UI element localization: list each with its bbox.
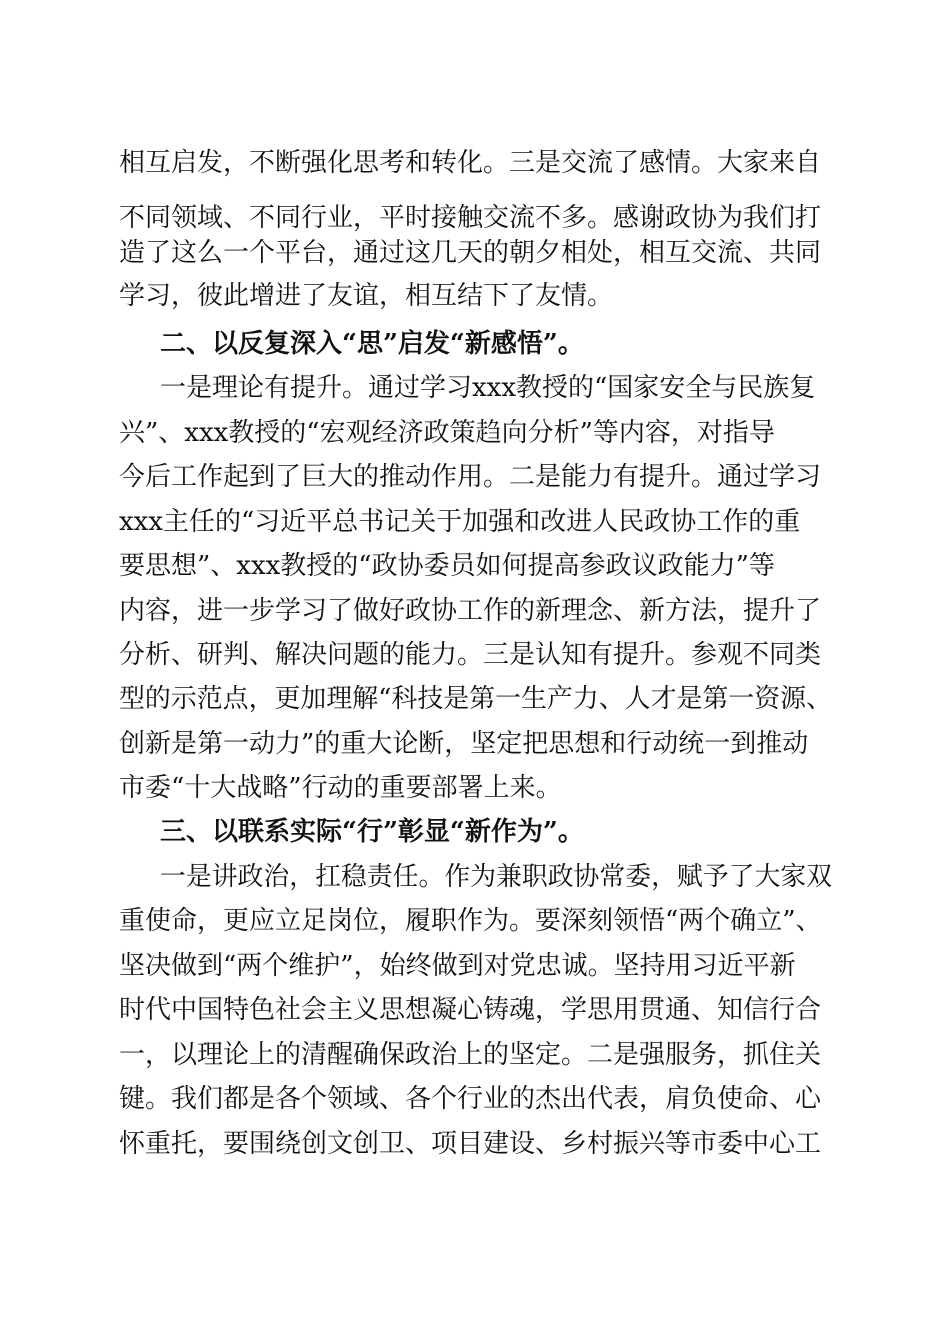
- line-text: 型的示范点，更加理解“科技是第一生产力、人才是第一资源、: [119, 684, 833, 714]
- heading-text: 三、以联系实际“行”彰显“新作为”。: [160, 817, 584, 847]
- text-line: [0, 637, 950, 673]
- line-text: 重使命，更应立足岗位，履职作为。要深刻领悟“两个确立”、: [119, 906, 822, 936]
- text-line: [0, 370, 950, 406]
- line-text: 学习，彼此增进了友谊，相互结下了友情。: [119, 281, 614, 311]
- line-text: 时代中国特色社会主义思想凝心铸魂，学思用贯通、知信行合: [119, 995, 822, 1025]
- line-text: 今后工作起到了巨大的推动作用。二是能力有提升。通过学习: [119, 462, 822, 492]
- text-line: [0, 415, 950, 451]
- text-line: [0, 504, 950, 540]
- text-line: [0, 1081, 950, 1117]
- section-heading: [0, 814, 950, 850]
- line-text: 键。我们都是各个领域、各个行业的杰出代表，肩负使命、心: [119, 1084, 822, 1114]
- line-text: 坚决做到“两个维护”，始终做到对党忠诚。坚持用习近平新: [119, 951, 796, 981]
- text-line: [0, 770, 950, 806]
- line-text: 内容，进一步学习了做好政协工作的新理念、新方法，提升了: [119, 596, 822, 626]
- text-line: [0, 235, 950, 271]
- line-text: 怀重托，要围绕创文创卫、项目建设、乡村振兴等市委中心工: [119, 1129, 822, 1159]
- section-heading: [0, 326, 950, 362]
- text-line: [0, 459, 950, 495]
- line-text: 分析、研判、解决问题的能力。三是认知有提升。参观不同类: [119, 640, 822, 670]
- text-line: [0, 859, 950, 895]
- text-line: [0, 200, 950, 236]
- text-line: [0, 681, 950, 717]
- heading-text: 二、以反复深入“思”启发“新感悟”。: [160, 329, 584, 359]
- line-text: 兴”、xxx教授的“宏观经济政策趋向分析”等内容，对指导: [119, 418, 775, 448]
- text-line: [0, 145, 950, 181]
- text-line: [0, 726, 950, 762]
- line-text: 一是讲政治，扛稳责任。作为兼职政协常委，赋予了大家双: [160, 862, 833, 892]
- line-text: 市委“十大战略”行动的重要部署上来。: [119, 773, 562, 803]
- text-line: [0, 948, 950, 984]
- line-text: xxx主任的“习近平总书记关于加强和改进人民政协工作的重: [119, 507, 801, 537]
- text-line: [0, 548, 950, 584]
- text-line: [0, 278, 950, 314]
- line-text: 造了这么一个平台，通过这几天的朝夕相处，相互交流、共同: [119, 238, 822, 268]
- text-line: [0, 992, 950, 1028]
- line-text: 创新是第一动力”的重大论断，坚定把思想和行动统一到推动: [119, 729, 809, 759]
- line-text: 不同领域、不同行业，平时接触交流不多。感谢政协为我们打: [119, 203, 822, 233]
- text-line: [0, 593, 950, 629]
- text-line: [0, 903, 950, 939]
- line-text: 相互启发，不断强化思考和转化。三是交流了感情。大家来自: [119, 148, 822, 178]
- text-line: [0, 1037, 950, 1073]
- line-text: 要思想”、xxx教授的“政协委员如何提高参政议政能力”等: [119, 551, 775, 581]
- text-line: [0, 1126, 950, 1162]
- line-text: 一是理论有提升。通过学习xxx教授的“国家安全与民族复: [160, 373, 816, 403]
- line-text: 一，以理论上的清醒确保政治上的坚定。二是强服务，抓住关: [119, 1040, 822, 1070]
